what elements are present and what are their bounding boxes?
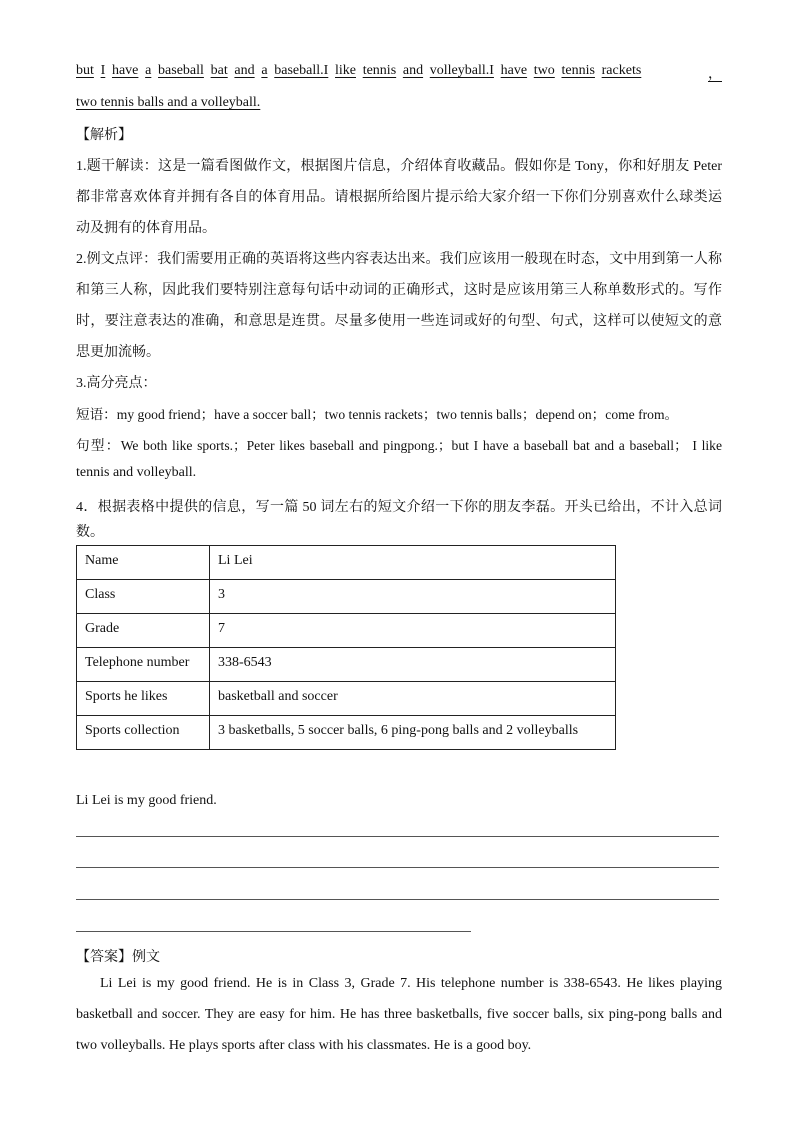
analysis-p3-title: 3.高分亮点：: [76, 376, 157, 391]
table-row: [77, 716, 616, 750]
analysis-sentences-line2: tennis and volleyball.: [76, 465, 197, 480]
table-value-cell: 3 basketballs, 5 soccer balls, 6 ping-pong balls and 2 volleyballs: [210, 716, 616, 750]
opening-sentence: Li Lei is my good friend.: [76, 793, 217, 808]
table-value-cell: 3: [210, 580, 616, 614]
table-key-cell: Sports he likes: [77, 682, 210, 716]
table-row: [77, 682, 616, 716]
table-row: [77, 546, 616, 580]
table-value-cell: basketball and soccer: [210, 682, 616, 716]
question4-line1: 4．根据表格中提供的信息，写一篇 50 词左右的短文介绍一下你的朋友李磊。开头已给出，不计入总词: [76, 500, 722, 515]
analysis-p2-line2: 和第三人称，因此我们要特别注意每句话中动词的正确形式，这时是应该用第三人称单数形式的。写作: [76, 283, 722, 298]
answer-word: and: [234, 63, 255, 78]
analysis-p1-line1: 1.题干解读：这是一篇看图做作文，根据图片信息，介绍体育收藏品。假如你是 Tony，你和好朋友 Peter: [76, 159, 722, 174]
analysis-p2-line1: 2.例文点评：我们需要用正确的英语将这些内容表达出来。我们应该用一般现在时态，文中用到第一人称: [76, 252, 722, 267]
table-row: [77, 580, 616, 614]
answer-word: but: [76, 63, 94, 78]
table-key-cell: Grade: [77, 614, 210, 648]
analysis-sentences-line1: 句型：We both like sports.；Peter likes baseball and pingpong.；but I have a baseball bat and a baseball； I like: [76, 438, 722, 453]
answer-word: a: [145, 63, 152, 78]
analysis-p2-line4: 思更加流畅。: [76, 345, 160, 360]
answer-word: have: [111, 63, 139, 78]
analysis-phrases: 短语：my good friend；have a soccer ball；two tennis rackets；two tennis balls；depend on；come from。: [76, 407, 679, 422]
analysis-p1-line3: 动及拥有的体育用品。: [76, 221, 216, 236]
writing-line-3: [76, 899, 719, 900]
answer-word: like: [335, 63, 356, 78]
info-table: [76, 545, 616, 750]
writing-line-2: [76, 867, 719, 868]
answer-word: baseball.I: [274, 63, 329, 78]
answer-word: two: [533, 63, 555, 78]
answer-word: I: [100, 63, 106, 78]
answer-word: have: [500, 63, 528, 78]
table-key-cell: Telephone number: [77, 648, 210, 682]
answer-word: a: [261, 63, 268, 78]
analysis-p1-line2: 都非常喜欢体育并拥有各自的体育用品。请根据所给图片提示给大家介绍一下你们分别喜欢什么球类运: [76, 190, 722, 205]
table-value-cell: Li Lei: [210, 546, 616, 580]
answer-line-2: two tennis balls and a volleyball.: [76, 95, 261, 110]
table-key-cell: Sports collection: [77, 716, 210, 750]
table-row: [77, 614, 616, 648]
answer-word: baseball: [158, 63, 204, 78]
table-row: [77, 648, 616, 682]
answer-text-line1: Li Lei is my good friend. He is in Class 3, Grade 7. His telephone number is 338-6543. He likes playing: [100, 976, 722, 991]
writing-line-4: [76, 931, 471, 932]
table-key-cell: Name: [77, 546, 210, 580]
table-value-cell: 7: [210, 614, 616, 648]
answer-text-line2: basketball and soccer. They are easy for him. He has three basketballs, five soccer balls, six ping-pong balls and: [76, 1007, 722, 1022]
answer-line-1: [76, 63, 722, 83]
answer-word: volleyball.I: [429, 63, 494, 78]
writing-line-1: [76, 836, 719, 837]
answer-line-end: ，: [708, 67, 722, 82]
answer-word: tennis: [561, 63, 595, 78]
analysis-p2-line3: 时，要注意表达的准确，和意思是连贯。尽量多使用一些连词或好的句型、句式，这样可以使短文的意: [76, 314, 722, 329]
table-key-cell: Class: [77, 580, 210, 614]
answer-text-line3: two volleyballs. He plays sports after class with his classmates. He is a good boy.: [76, 1038, 532, 1053]
answer-word: and: [402, 63, 424, 78]
answer-word: rackets: [601, 63, 642, 78]
answer-word: bat: [210, 63, 228, 78]
question4-line2: 数。: [76, 525, 104, 540]
answer-header: 【答案】例文: [76, 950, 160, 965]
analysis-header: 【解析】: [76, 128, 132, 143]
answer-word: tennis: [362, 63, 397, 78]
table-value-cell: 338-6543: [210, 648, 616, 682]
